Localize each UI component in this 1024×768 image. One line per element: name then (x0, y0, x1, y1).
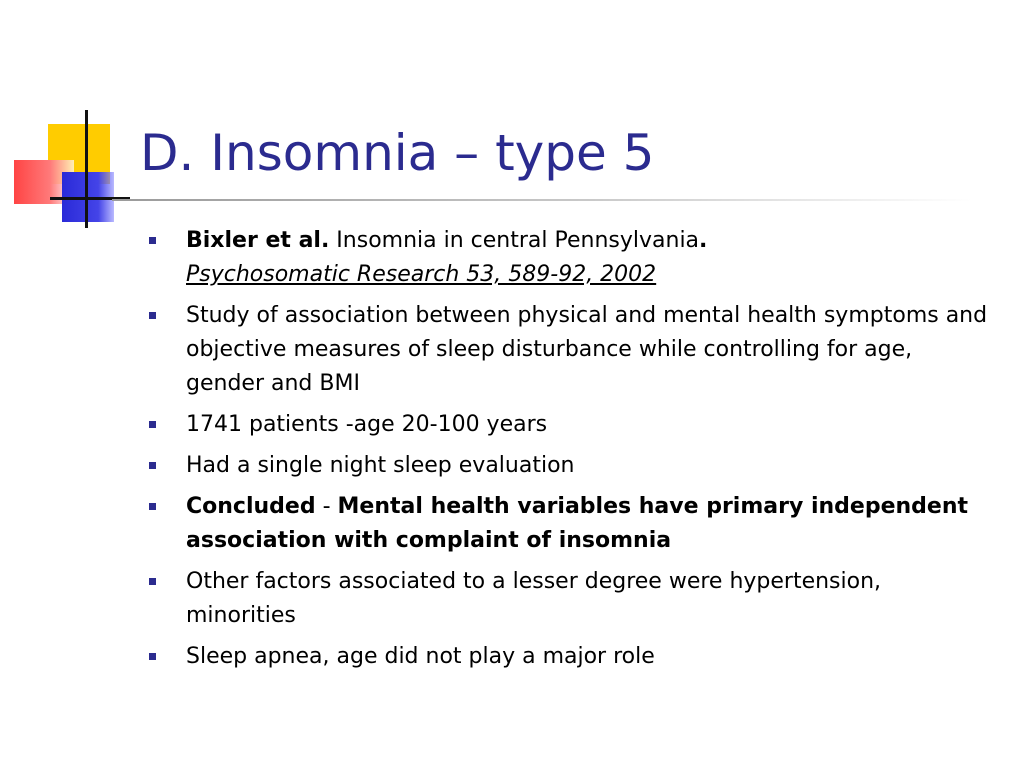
bullet-square-icon (149, 237, 156, 244)
slide-title: D. Insomnia – type 5 (140, 124, 655, 182)
bullet-text: Sleep apnea, age did not play a major role (186, 644, 655, 669)
bullet-square-icon (149, 312, 156, 319)
bullet-item-other-factors (146, 565, 996, 633)
bullet-list (146, 224, 996, 681)
bullet-item-conclusion (146, 490, 996, 558)
bullet-square-icon (149, 503, 156, 510)
citation-author: Bixler et al. (186, 228, 330, 253)
bullet-text: 1741 patients -age 20-100 years (186, 412, 548, 437)
conclusion-separator: - (315, 494, 338, 519)
bullet-square-icon (149, 578, 156, 585)
bullet-text: Other factors associated to a lesser degree were hypertension, minorities (186, 569, 882, 628)
logo-vertical-line (85, 110, 88, 228)
bullet-square-icon (149, 462, 156, 469)
bullet-item-evaluation (146, 449, 996, 483)
bullet-item-study (146, 299, 996, 401)
bullet-text: Had a single night sleep evaluation (186, 453, 575, 478)
conclusion-text: Mental health variables have primary independent association with complaint of insomnia (186, 494, 969, 553)
title-underline-rule (112, 199, 972, 201)
bullet-item-patients (146, 408, 996, 442)
bullet-item-sleep-apnea (146, 640, 996, 674)
bullet-square-icon (149, 653, 156, 660)
bullet-square-icon (149, 421, 156, 428)
conclusion-label: Concluded (186, 494, 316, 519)
bullet-item-citation (146, 224, 996, 292)
citation-period: . (699, 228, 708, 253)
citation-journal: Psychosomatic Research 53, 589-92, 2002 (186, 262, 657, 287)
bullet-text: Study of association between physical and mental health symptoms and objective measures of sleep disturbance while controlling for age, gender and BMI (186, 303, 988, 396)
citation-title: Insomnia in central Pennsylvania (329, 228, 700, 253)
